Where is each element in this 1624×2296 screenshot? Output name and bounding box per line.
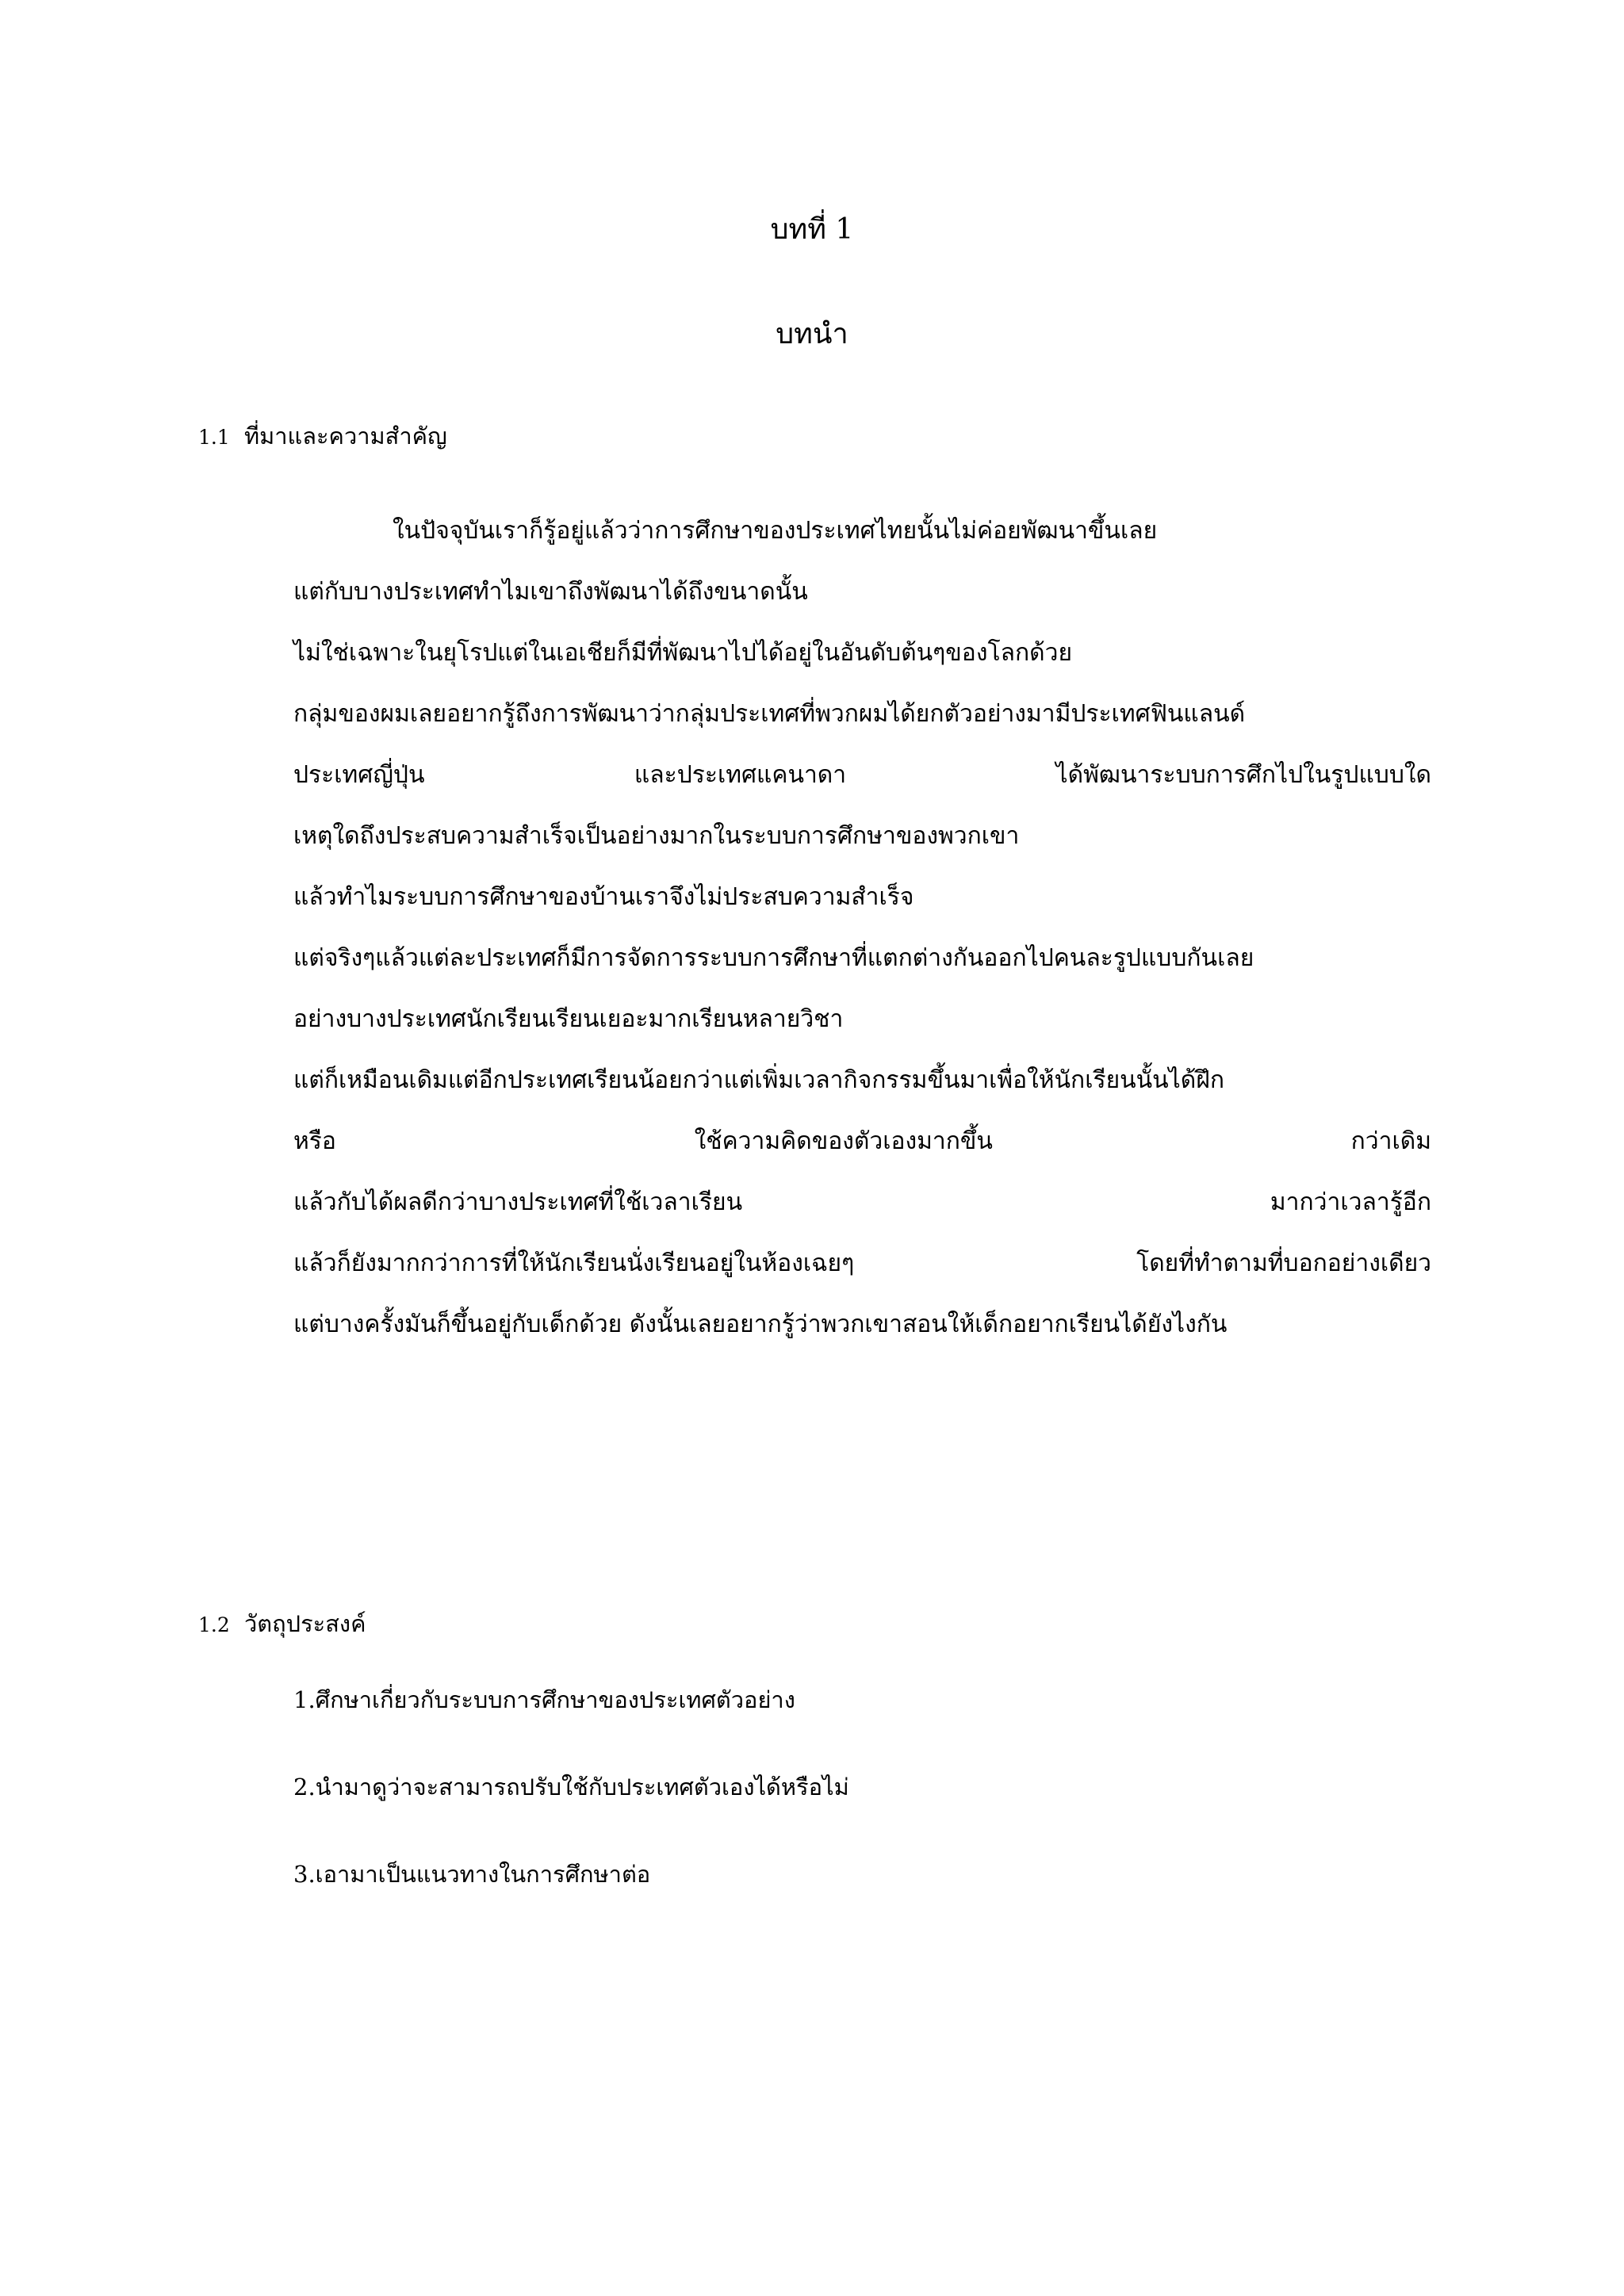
section-title: วัตถุประสงค์ [244,1610,366,1637]
section-number: 1.1 [198,426,230,449]
paragraph-line: เหตุใดถึงประสบความสำเร็จเป็นอย่างมากในระบบการศึกษาของพวกเขา [293,822,1020,850]
paragraph-line: แล้วก็ยังมากกว่าการที่ให้นักเรียนนั่งเรียนอยู่ในห้องเฉยๆ โดยที่ทำตามที่บอกอย่างเดียว [293,1249,1431,1277]
section-title: ที่มาและความสำคัญ [244,423,447,450]
paragraph-line: แล้วทำไมระบบการศึกษาของบ้านเราจึงไม่ประสบความสำเร็จ [293,883,914,911]
objective-item: 1.ศึกษาเกี่ยวกับระบบการศึกษาของประเทศตัวอย่าง [293,1686,795,1713]
paragraph-line: หรือ ใช้ความคิดของตัวเองมากขึ้น กว่าเดิม [293,1127,1431,1155]
section-heading-objectives [198,1608,366,1641]
paragraph-line: กลุ่มของผมเลยอยากรู้ถึงการพัฒนาว่ากลุ่มประเทศที่พวกผมได้ยกตัวอย่างมามีประเทศฟินแลนด์ [293,700,1246,728]
objective-item: 3.เอามาเป็นแนวทางในการศึกษาต่อ [293,1861,651,1888]
paragraph-line: แต่กับบางประเทศทำไมเขาถึงพัฒนาได้ถึงขนาดนั้น [293,578,808,606]
section-number: 1.2 [198,1613,230,1636]
paragraph-line: แต่ก็เหมือนเดิมแต่อีกประเทศเรียนน้อยกว่าแต่เพิ่มเวลากิจกรรมขึ้นมาเพื่อให้นักเรียนนั้นได้ฝึก [293,1066,1224,1094]
paragraph-line: อย่างบางประเทศนักเรียนเรียนเยอะมากเรียนหลายวิชา [293,1005,844,1033]
paragraph-line: แล้วกับได้ผลดีกว่าบางประเทศที่ใช้เวลาเรียน มากว่าเวลารู้อีก [293,1188,1431,1216]
paragraph-line: แต่บางครั้งมันก็ขึ้นอยู่กับเด็กด้วย ดังนั้นเลยอยากรู้ว่าพวกเขาสอนให้เด็กอยากเรียนได้ยังไงกัน [293,1311,1228,1338]
objective-item: 2.นำมาดูว่าจะสามารถปรับใช้กับประเทศตัวเองได้หรือไม่ [293,1774,849,1800]
section-heading-background [198,420,447,453]
paragraph-line: ในปัจจุบันเราก็รู้อยู่แล้วว่าการศึกษาของประเทศไทยนั้นไม่ค่อยพัฒนาขึ้นเลย [393,517,1158,545]
chapter-number: บทที่ 1 [770,213,854,246]
chapter-title: บทนำ [776,318,848,350]
paragraph-line: ไม่ใช่เฉพาะในยุโรปแต่ในเอเชียก็มีที่พัฒนาไปได้อยู่ในอันดับต้นๆของโลกด้วย [293,639,1073,667]
paragraph-line: แต่จริงๆแล้วแต่ละประเทศก็มีการจัดการระบบการศึกษาที่แตกต่างกันออกไปคนละรูปแบบกันเลย [293,944,1254,972]
paragraph-line: ประเทศญี่ปุ่น และประเทศแคนาดา ได้พัฒนาระบบการศึกไปในรูปแบบใด [293,761,1431,789]
